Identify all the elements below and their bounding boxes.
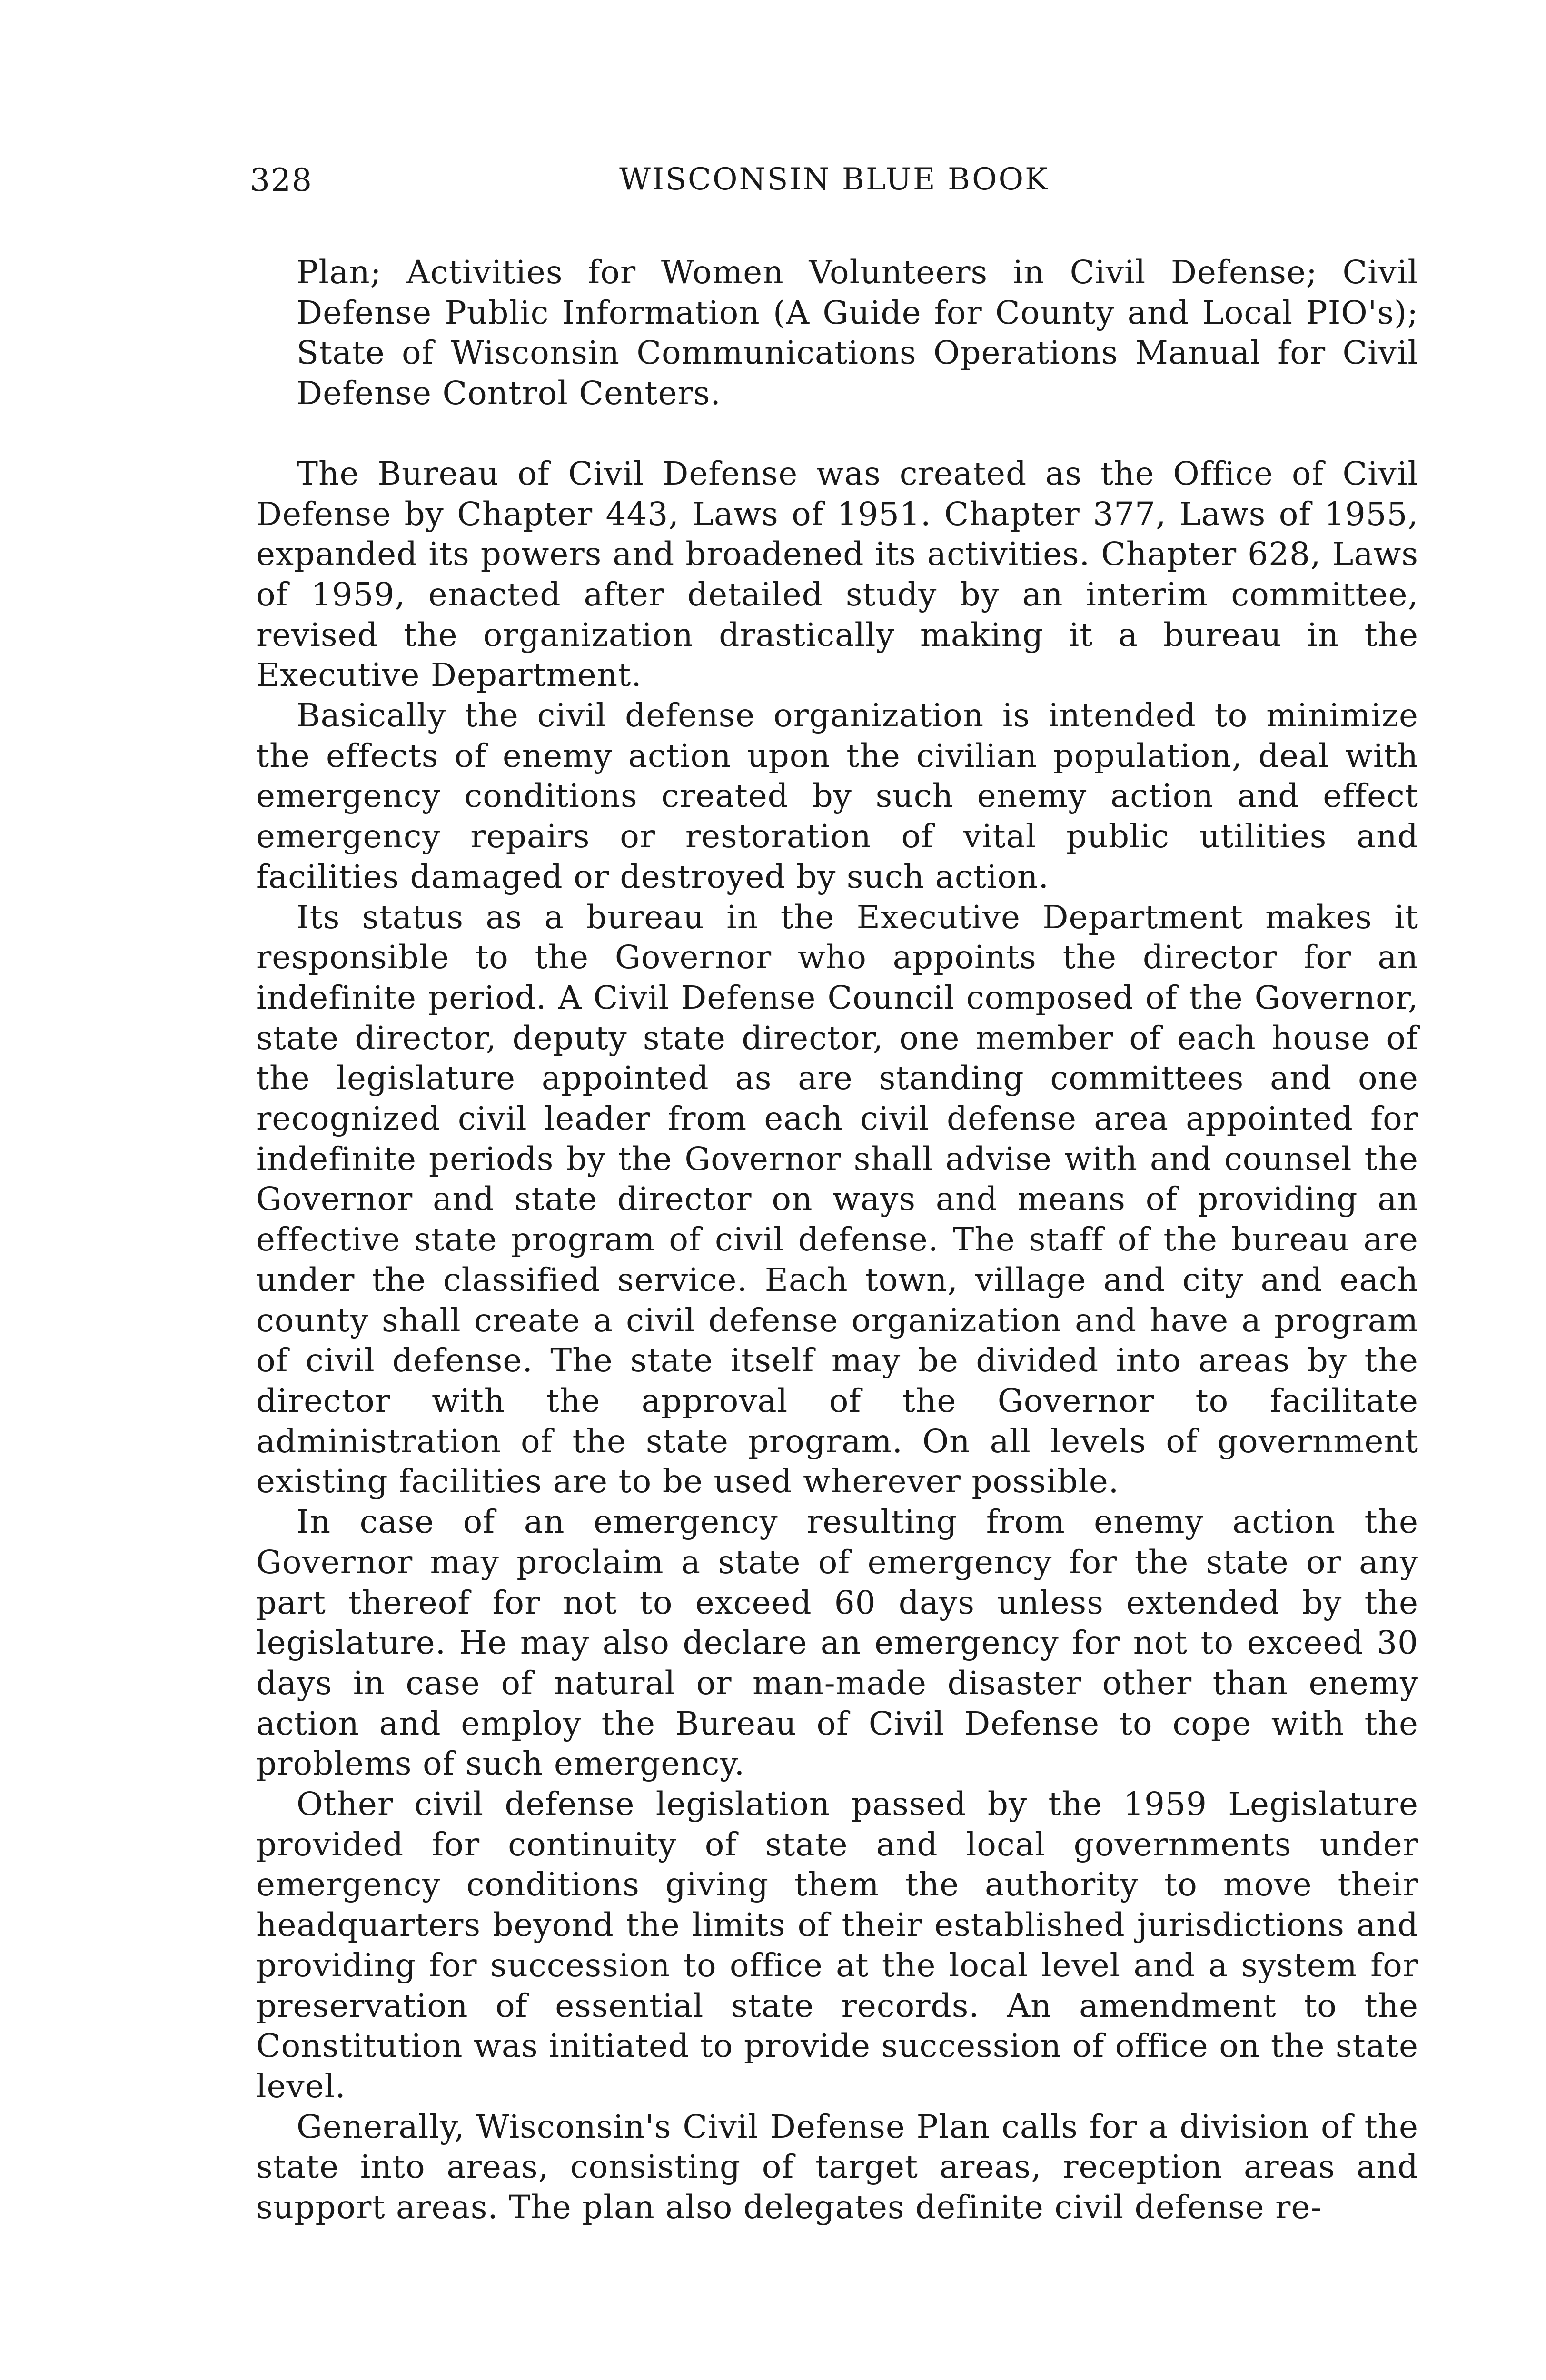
paragraph-organization-purpose: Basically the civil defense organization is intended to minimize the effects of enemy action upon the civilian population, deal with emergency conditions created by such enemy action and effect emergency repairs or restoration of vital public utilities and facilities damaged or destroyed by such action.: [256, 696, 1418, 895]
page-header: [250, 162, 1418, 209]
paragraph-continuation: Plan; Activities for Women Volunteers in Civil Defense; Civil Defense Public Information (A Guide for County and Local PIO's); State of Wisconsin Communications Operations Manual for Civil Defense Control Centers.: [297, 253, 1418, 412]
paragraph-emergency-powers: In case of an emergency resulting from enemy action the Governor may proclaim a state of emergency for the state or any part thereof for not to exceed 60 days unless extended by the legislature. He may also declare an emergency for not to exceed 30 days in case of natural or man-made disaster other than enemy action and employ the Bureau of Civil Defense to cope with the problems of such emergency.: [256, 1503, 1418, 1783]
running-head: WISCONSIN BLUE BOOK: [619, 162, 1049, 197]
paragraph-bureau-history: The Bureau of Civil Defense was created as the Office of Civil Defense by Chapter 443, Laws of 1951. Chapter 377, Laws of 1955, expanded its powers and broadened its activities. Chapter 628, Laws of 1959, enacted after detailed study by an interim committee, revised the organization drastically making it a bureau in the Executive Department.: [256, 454, 1418, 694]
paragraph-civil-defense-plan: Generally, Wisconsin's Civil Defense Plan calls for a division of the state into areas, consisting of target areas, reception areas and support areas. The plan also delegates definite civil defense re-: [256, 2107, 1418, 2226]
body-text: [256, 252, 1418, 2228]
paragraph-other-legislation: Other civil defense legislation passed by the 1959 Legislature provided for continuity of state and local governments under emergency conditions giving them the authority to move their headquarters beyond the limits of their established jurisdictions and providing for succession to office at the local level and a system for preservation of essential state records. An amendment to the Constitution was initiated to provide succession of office on the state level.: [256, 1785, 1418, 2105]
page-number: 328: [250, 162, 313, 198]
paragraph-bureau-status: Its status as a bureau in the Executive Department makes it responsible to the Governor who appoints the director for an indefinite period. A Civil Defense Council composed of the Governor, state director, deputy state director, one member of each house of the legislature appointed as are standing committees and one recognized civil leader from each civil defense area appointed for indefinite periods by the Governor shall advise with and counsel the Governor and state director on ways and means of providing an effective state program of civil defense. The staff of the bureau are under the classified service. Each town, village and city and each county shall create a civil defense organization and have a program of civil defense. The state itself may be divided into areas by the director with the approval of the Governor to facilitate administration of the state program. On all levels of government existing facilities are to be used wherever possible.: [256, 898, 1418, 1500]
